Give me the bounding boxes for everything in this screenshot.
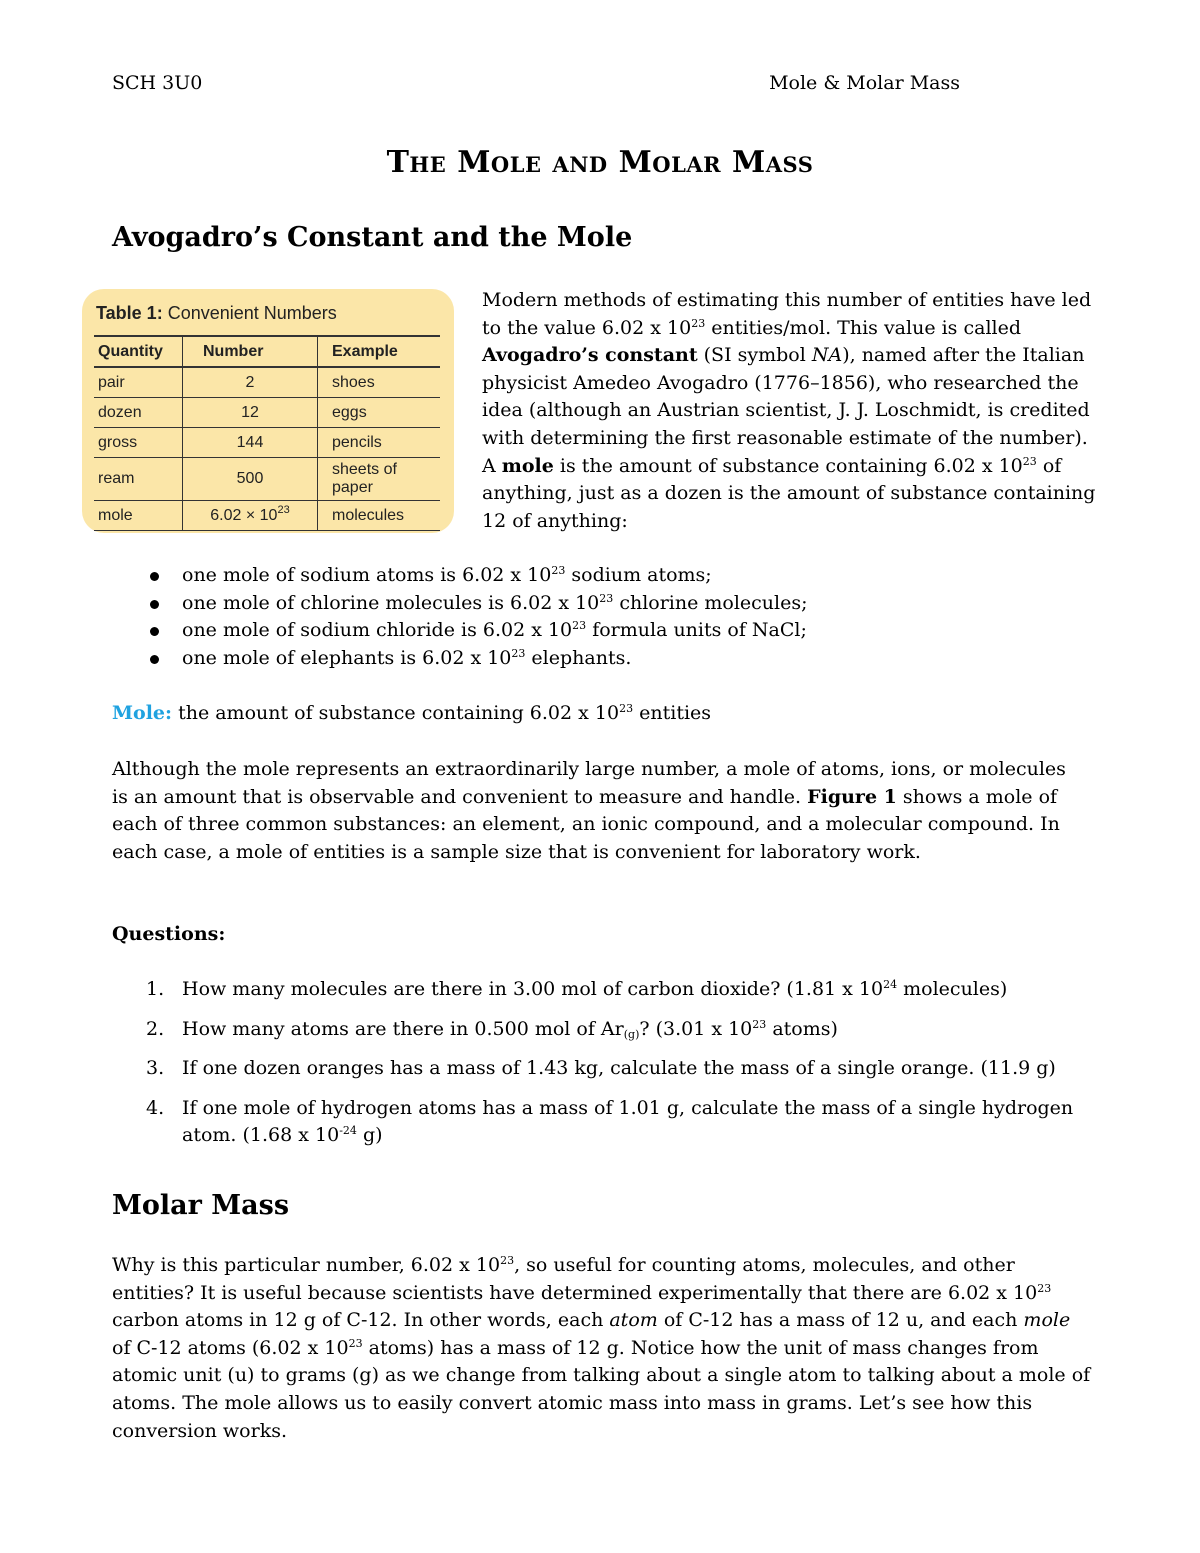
intro-paragraph xyxy=(482,287,1102,535)
exponent: 23 xyxy=(619,702,634,715)
text-run: shows a mole of each of three common substances: an element, an ionic compound, and a molecular compound. In each case, a mole of entities is a sample size that is convenient for laboratory work. xyxy=(112,785,1060,863)
table-row xyxy=(94,428,440,458)
text-run: g) xyxy=(356,1124,383,1147)
table-row xyxy=(94,367,440,398)
col-quantity: Quantity xyxy=(94,336,183,367)
table-header-row xyxy=(94,336,440,367)
col-example: Example xyxy=(318,336,441,367)
text-run: molecules) xyxy=(897,978,1008,1000)
questions-list xyxy=(112,976,1102,1162)
text-run: entities/mol. This value is called xyxy=(705,316,1022,339)
list-item xyxy=(140,590,1040,618)
text-run: carbon atoms in 12 g of C-12. In other words, each xyxy=(112,1309,610,1332)
text-run: sodium atoms; xyxy=(565,564,712,586)
text-run: one mole of chlorine molecules is 6.02 x 10 xyxy=(182,591,600,614)
table-row xyxy=(94,398,440,428)
text-run: of C-12 atoms (6.02 x 10 xyxy=(112,1336,349,1359)
text-run: atoms) has a mass of 12 g. Notice how the unit of mass changes from atomic unit (u) to grams (g) as we change from talking about a single atom to talking about a mole of atoms. The mole allows us to easily convert atomic mass into mass in grams. Let’s see how this conversion works. xyxy=(112,1336,1091,1442)
cell-quantity: dozen xyxy=(94,398,183,428)
text-run: one mole of sodium chloride is 6.02 x 10 xyxy=(182,619,573,642)
exponent: 23 xyxy=(500,1254,515,1267)
cell-example: molecules xyxy=(318,501,441,531)
exponent: 23 xyxy=(1022,454,1037,468)
text-run: of anything, just as a dozen is the amount of substance containing 12 of anything: xyxy=(482,454,1096,532)
exponent: 23 xyxy=(572,619,587,633)
questions-heading: Questions: xyxy=(112,923,226,945)
question-item xyxy=(112,976,1102,1004)
list-item xyxy=(140,617,1040,645)
cell-number: 144 xyxy=(183,428,318,458)
figure-reference: Figure 1 xyxy=(807,785,897,808)
exponent: 23 xyxy=(511,646,526,660)
list-item xyxy=(140,562,1040,590)
symbol-na: NA xyxy=(811,344,843,367)
question-number: 1. xyxy=(146,978,165,1000)
mole-observable-paragraph xyxy=(112,756,1072,866)
avogadro-constant-term: Avogadro’s constant xyxy=(482,344,698,367)
exponent: 23 xyxy=(1037,1281,1052,1295)
section-heading-avogadro: Avogadro’s Constant and the Mole xyxy=(112,222,633,253)
text-run: chlorine molecules; xyxy=(613,591,808,614)
cell-example: pencils xyxy=(318,428,441,458)
text-run: of C-12 has a mass of 12 u, and each xyxy=(657,1309,1024,1332)
cell-example: sheets of paper xyxy=(318,458,441,501)
section-heading-molar-mass: Molar Mass xyxy=(112,1190,290,1221)
state-subscript: (g) xyxy=(623,1027,640,1041)
text-run: , so useful for counting atoms, molecules, and other entities? It is useful because scientists have determined experimentally that there are 6.02 x 10 xyxy=(112,1254,1038,1304)
mole-number-base: 6.02 × 10 xyxy=(210,506,278,524)
question-number: 2. xyxy=(146,1017,165,1040)
question-item xyxy=(112,1016,1102,1044)
cell-quantity: mole xyxy=(94,501,183,531)
cell-number: 12 xyxy=(183,398,318,428)
col-number: Number xyxy=(183,336,318,367)
question-number: 4. xyxy=(146,1096,165,1119)
cell-number: 2 xyxy=(183,367,318,398)
question-number: 3. xyxy=(146,1057,165,1080)
exponent: 23 xyxy=(599,591,614,605)
question-item xyxy=(112,1055,1102,1083)
emphasis-atom: atom xyxy=(609,1309,658,1332)
table-grid xyxy=(94,335,440,531)
exponent: 23 xyxy=(348,1336,363,1350)
cell-example: eggs xyxy=(318,398,441,428)
text-run: elephants. xyxy=(525,646,632,669)
text-run: ), named after the Italian physicist Amedeo Avogadro (1776–1856), who researched the idea (although an Austrian scientist, J. J. Loschmidt, is credited with determining the first reasonable estimate of the number). A xyxy=(482,344,1090,477)
course-code: SCH 3U0 xyxy=(112,72,203,94)
exponent: 23 xyxy=(691,316,706,330)
mole-term: mole xyxy=(501,454,554,477)
text-run: the amount of substance containing 6.02 x 10 xyxy=(172,702,620,724)
text-run: Modern methods of estimating this number of entities have led to the value 6.02 x 10 xyxy=(482,289,1092,339)
mole-examples-list xyxy=(140,562,1040,672)
table-caption xyxy=(96,303,337,324)
text-run: If one dozen oranges has a mass of 1.43 kg, calculate the mass of a single orange. (11.9 g) xyxy=(182,1057,1056,1080)
cell-number xyxy=(183,501,318,531)
text-run: If one mole of hydrogen atoms has a mass of 1.01 g, calculate the mass of a single hydrogen atom. (1.68 x 10 xyxy=(182,1096,1074,1147)
text-run: entities xyxy=(633,702,712,724)
cell-quantity: pair xyxy=(94,367,183,398)
cell-number: 500 xyxy=(183,458,318,501)
cell-quantity: gross xyxy=(94,428,183,458)
molar-mass-paragraph xyxy=(112,1252,1092,1445)
text-run: one mole of elephants is 6.02 x 10 xyxy=(182,646,512,669)
list-item xyxy=(140,645,1040,673)
exponent: 23 xyxy=(752,1017,767,1031)
exponent: 23 xyxy=(551,564,566,577)
table-caption-text: Convenient Numbers xyxy=(162,303,337,323)
text-run: one mole of sodium atoms is 6.02 x 10 xyxy=(182,564,552,586)
question-item xyxy=(112,1095,1102,1150)
text-run: formula units of NaCl; xyxy=(586,619,807,642)
text-run: (SI symbol xyxy=(697,344,812,367)
convenient-numbers-table xyxy=(82,289,454,533)
mole-definition xyxy=(112,700,1072,728)
exponent: 24 xyxy=(883,978,898,991)
text-run: atoms) xyxy=(766,1017,838,1040)
header-topic: Mole & Molar Mass xyxy=(769,72,960,94)
text-run: ? (3.01 x 10 xyxy=(639,1017,753,1040)
text-run: Although the mole represents an extraordinarily large number, a mole of atoms, ions, or molecules is an amount that is observable and convenient to measure and handle. xyxy=(112,758,1066,808)
definition-term: Mole: xyxy=(112,702,173,724)
page-title: The Mole and Molar Mass xyxy=(386,145,814,180)
mole-number-exponent: 23 xyxy=(277,503,290,516)
text-run: is the amount of substance containing 6.02 x 10 xyxy=(553,454,1023,477)
text-run: How many molecules are there in 3.00 mol of carbon dioxide? (1.81 x 10 xyxy=(182,978,884,1000)
table-row xyxy=(94,458,440,501)
emphasis-mole: mole xyxy=(1023,1309,1071,1332)
text-run: Why is this particular number, 6.02 x 10 xyxy=(112,1254,501,1276)
cell-example: shoes xyxy=(318,367,441,398)
exponent: -24 xyxy=(339,1124,357,1138)
table-row xyxy=(94,501,440,531)
table-caption-label: Table 1: xyxy=(96,303,163,323)
text-run: How many atoms are there in 0.500 mol of Ar xyxy=(182,1017,624,1040)
cell-quantity: ream xyxy=(94,458,183,501)
